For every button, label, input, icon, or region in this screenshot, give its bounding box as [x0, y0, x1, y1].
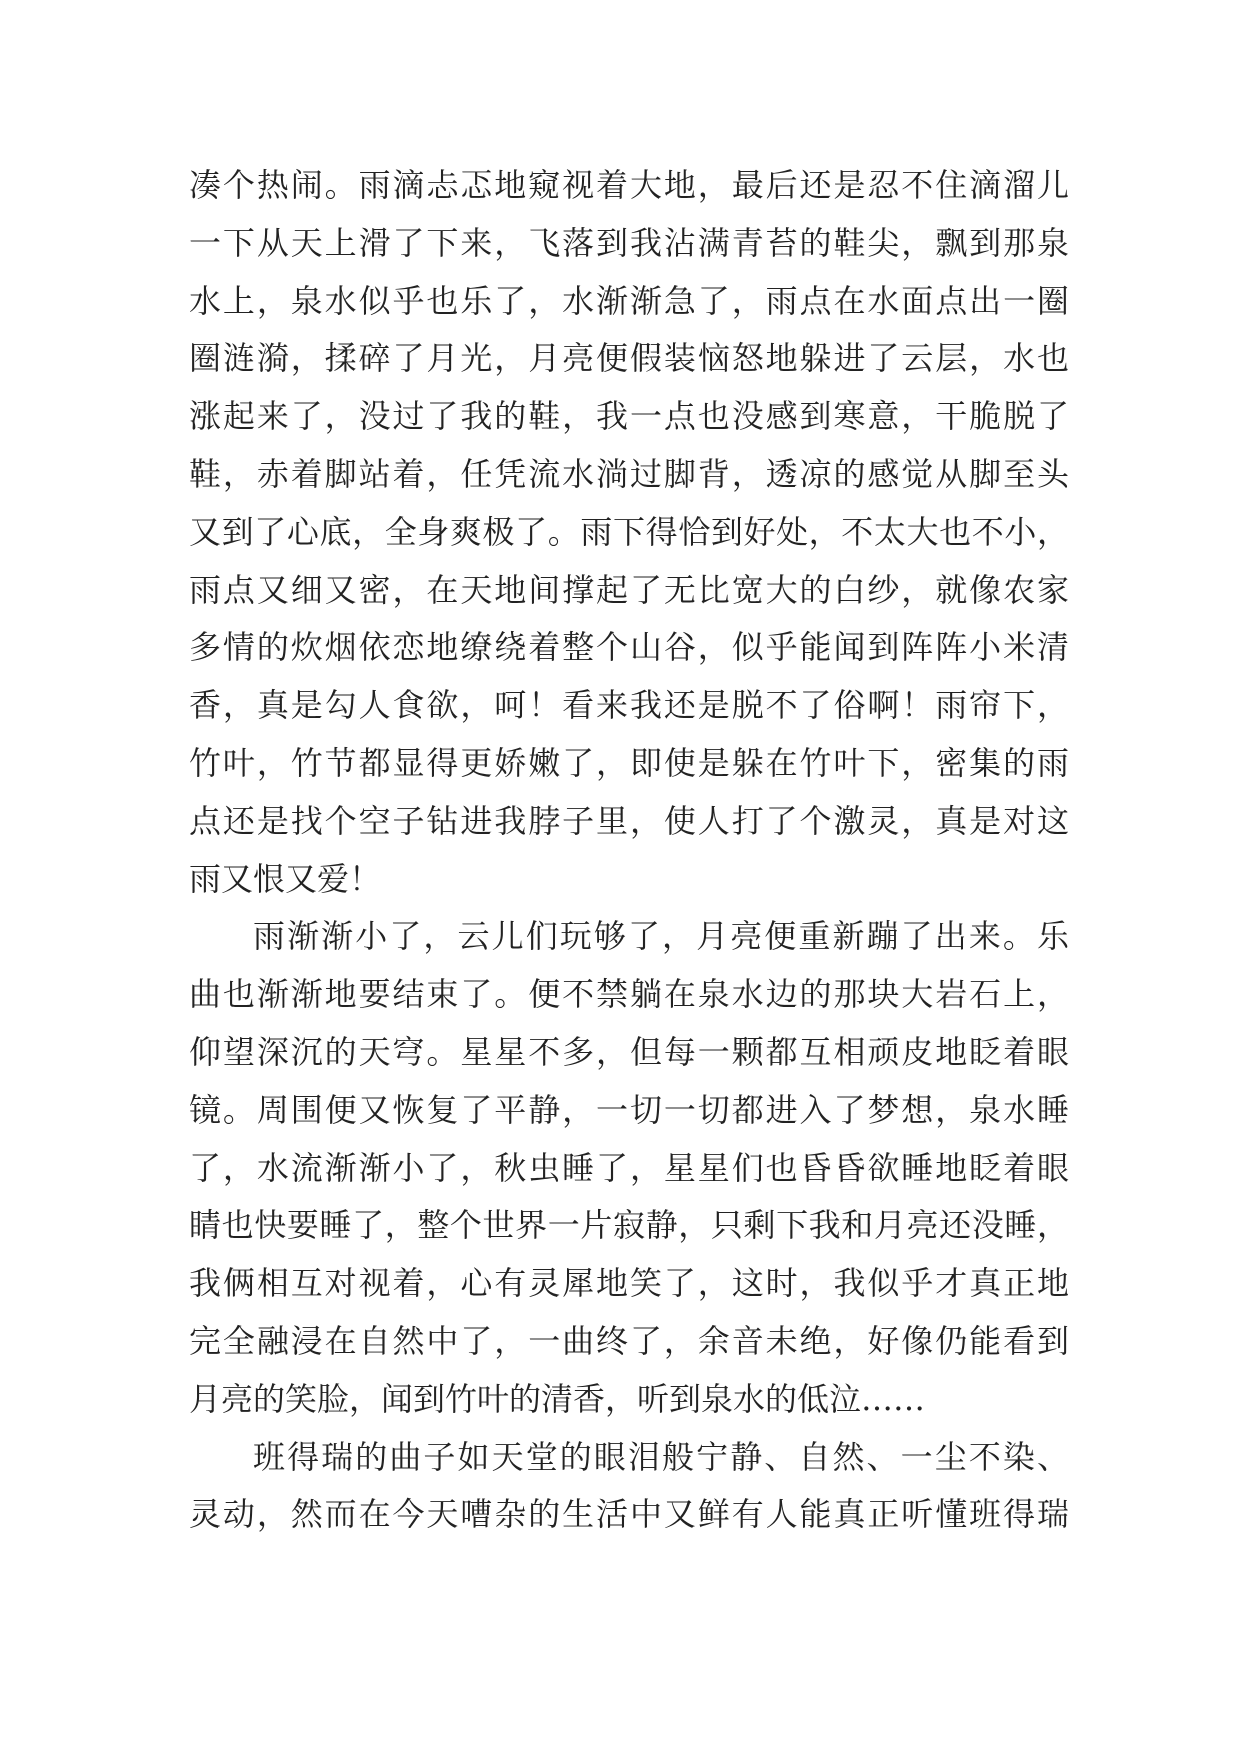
text-line: 涨起来了，没过了我的鞋，我一点也没感到寒意，干脆脱了 — [189, 397, 1069, 436]
text-line: 香，真是勾人食欲，呵！看来我还是脱不了俗啊！雨帘下， — [189, 686, 1069, 725]
text-line-paragraph-end: 雨又恨又爱！ — [189, 859, 382, 898]
document-body — [189, 157, 1069, 1544]
text-line: 竹叶，竹节都显得更娇嫩了，即使是躲在竹叶下，密集的雨 — [189, 743, 1069, 782]
text-line: 圈涟漪，揉碎了月光，月亮便假装恼怒地躲进了云层，水也 — [189, 339, 1069, 378]
text-line-paragraph-start: 雨渐渐小了，云儿们玩够了，月亮便重新蹦了出来。乐 — [253, 917, 1069, 956]
text-line: 仰望深沉的天穹。星星不多，但每一颗都互相顽皮地眨着眼 — [189, 1032, 1069, 1071]
text-line-paragraph-start: 班得瑞的曲子如天堂的眼泪般宁静、自然、一尘不染、 — [253, 1437, 1069, 1476]
text-line: 鞋，赤着脚站着，任凭流水淌过脚背，透凉的感觉从脚至头 — [189, 454, 1069, 493]
text-line-paragraph-end: 月亮的笑脸，闻到竹叶的清香，听到泉水的低泣…… — [189, 1379, 926, 1418]
text-line: 雨点又细又密，在天地间撑起了无比宽大的白纱，就像农家 — [189, 570, 1069, 609]
text-line: 了，水流渐渐小了，秋虫睡了，星星们也昏昏欲睡地眨着眼 — [189, 1148, 1069, 1187]
text-line: 完全融浸在自然中了，一曲终了，余音未绝，好像仍能看到 — [189, 1321, 1069, 1360]
text-line: 一下从天上滑了下来，飞落到我沾满青苔的鞋尖，飘到那泉 — [189, 223, 1069, 262]
text-line: 多情的炊烟依恋地缭绕着整个山谷，似乎能闻到阵阵小米清 — [189, 628, 1069, 667]
text-line: 我俩相互对视着，心有灵犀地笑了，这时，我似乎才真正地 — [189, 1264, 1069, 1303]
text-line: 又到了心底，全身爽极了。雨下得恰到好处，不太大也不小， — [189, 512, 1069, 551]
text-line: 水上，泉水似乎也乐了，水渐渐急了，雨点在水面点出一圈 — [189, 281, 1069, 320]
text-line: 凑个热闹。雨滴忐忑地窥视着大地，最后还是忍不住滴溜儿 — [189, 166, 1069, 204]
text-line: 镜。周围便又恢复了平静，一切一切都进入了梦想，泉水睡 — [189, 1090, 1069, 1129]
text-line: 灵动，然而在今天嘈杂的生活中又鲜有人能真正听懂班得瑞 — [189, 1495, 1069, 1534]
text-line: 睛也快要睡了，整个世界一片寂静，只剩下我和月亮还没睡， — [189, 1206, 1069, 1245]
text-line: 曲也渐渐地要结束了。便不禁躺在泉水边的那块大岩石上， — [189, 975, 1069, 1014]
text-line: 点还是找个空子钻进我脖子里，使人打了个激灵，真是对这 — [189, 801, 1069, 840]
